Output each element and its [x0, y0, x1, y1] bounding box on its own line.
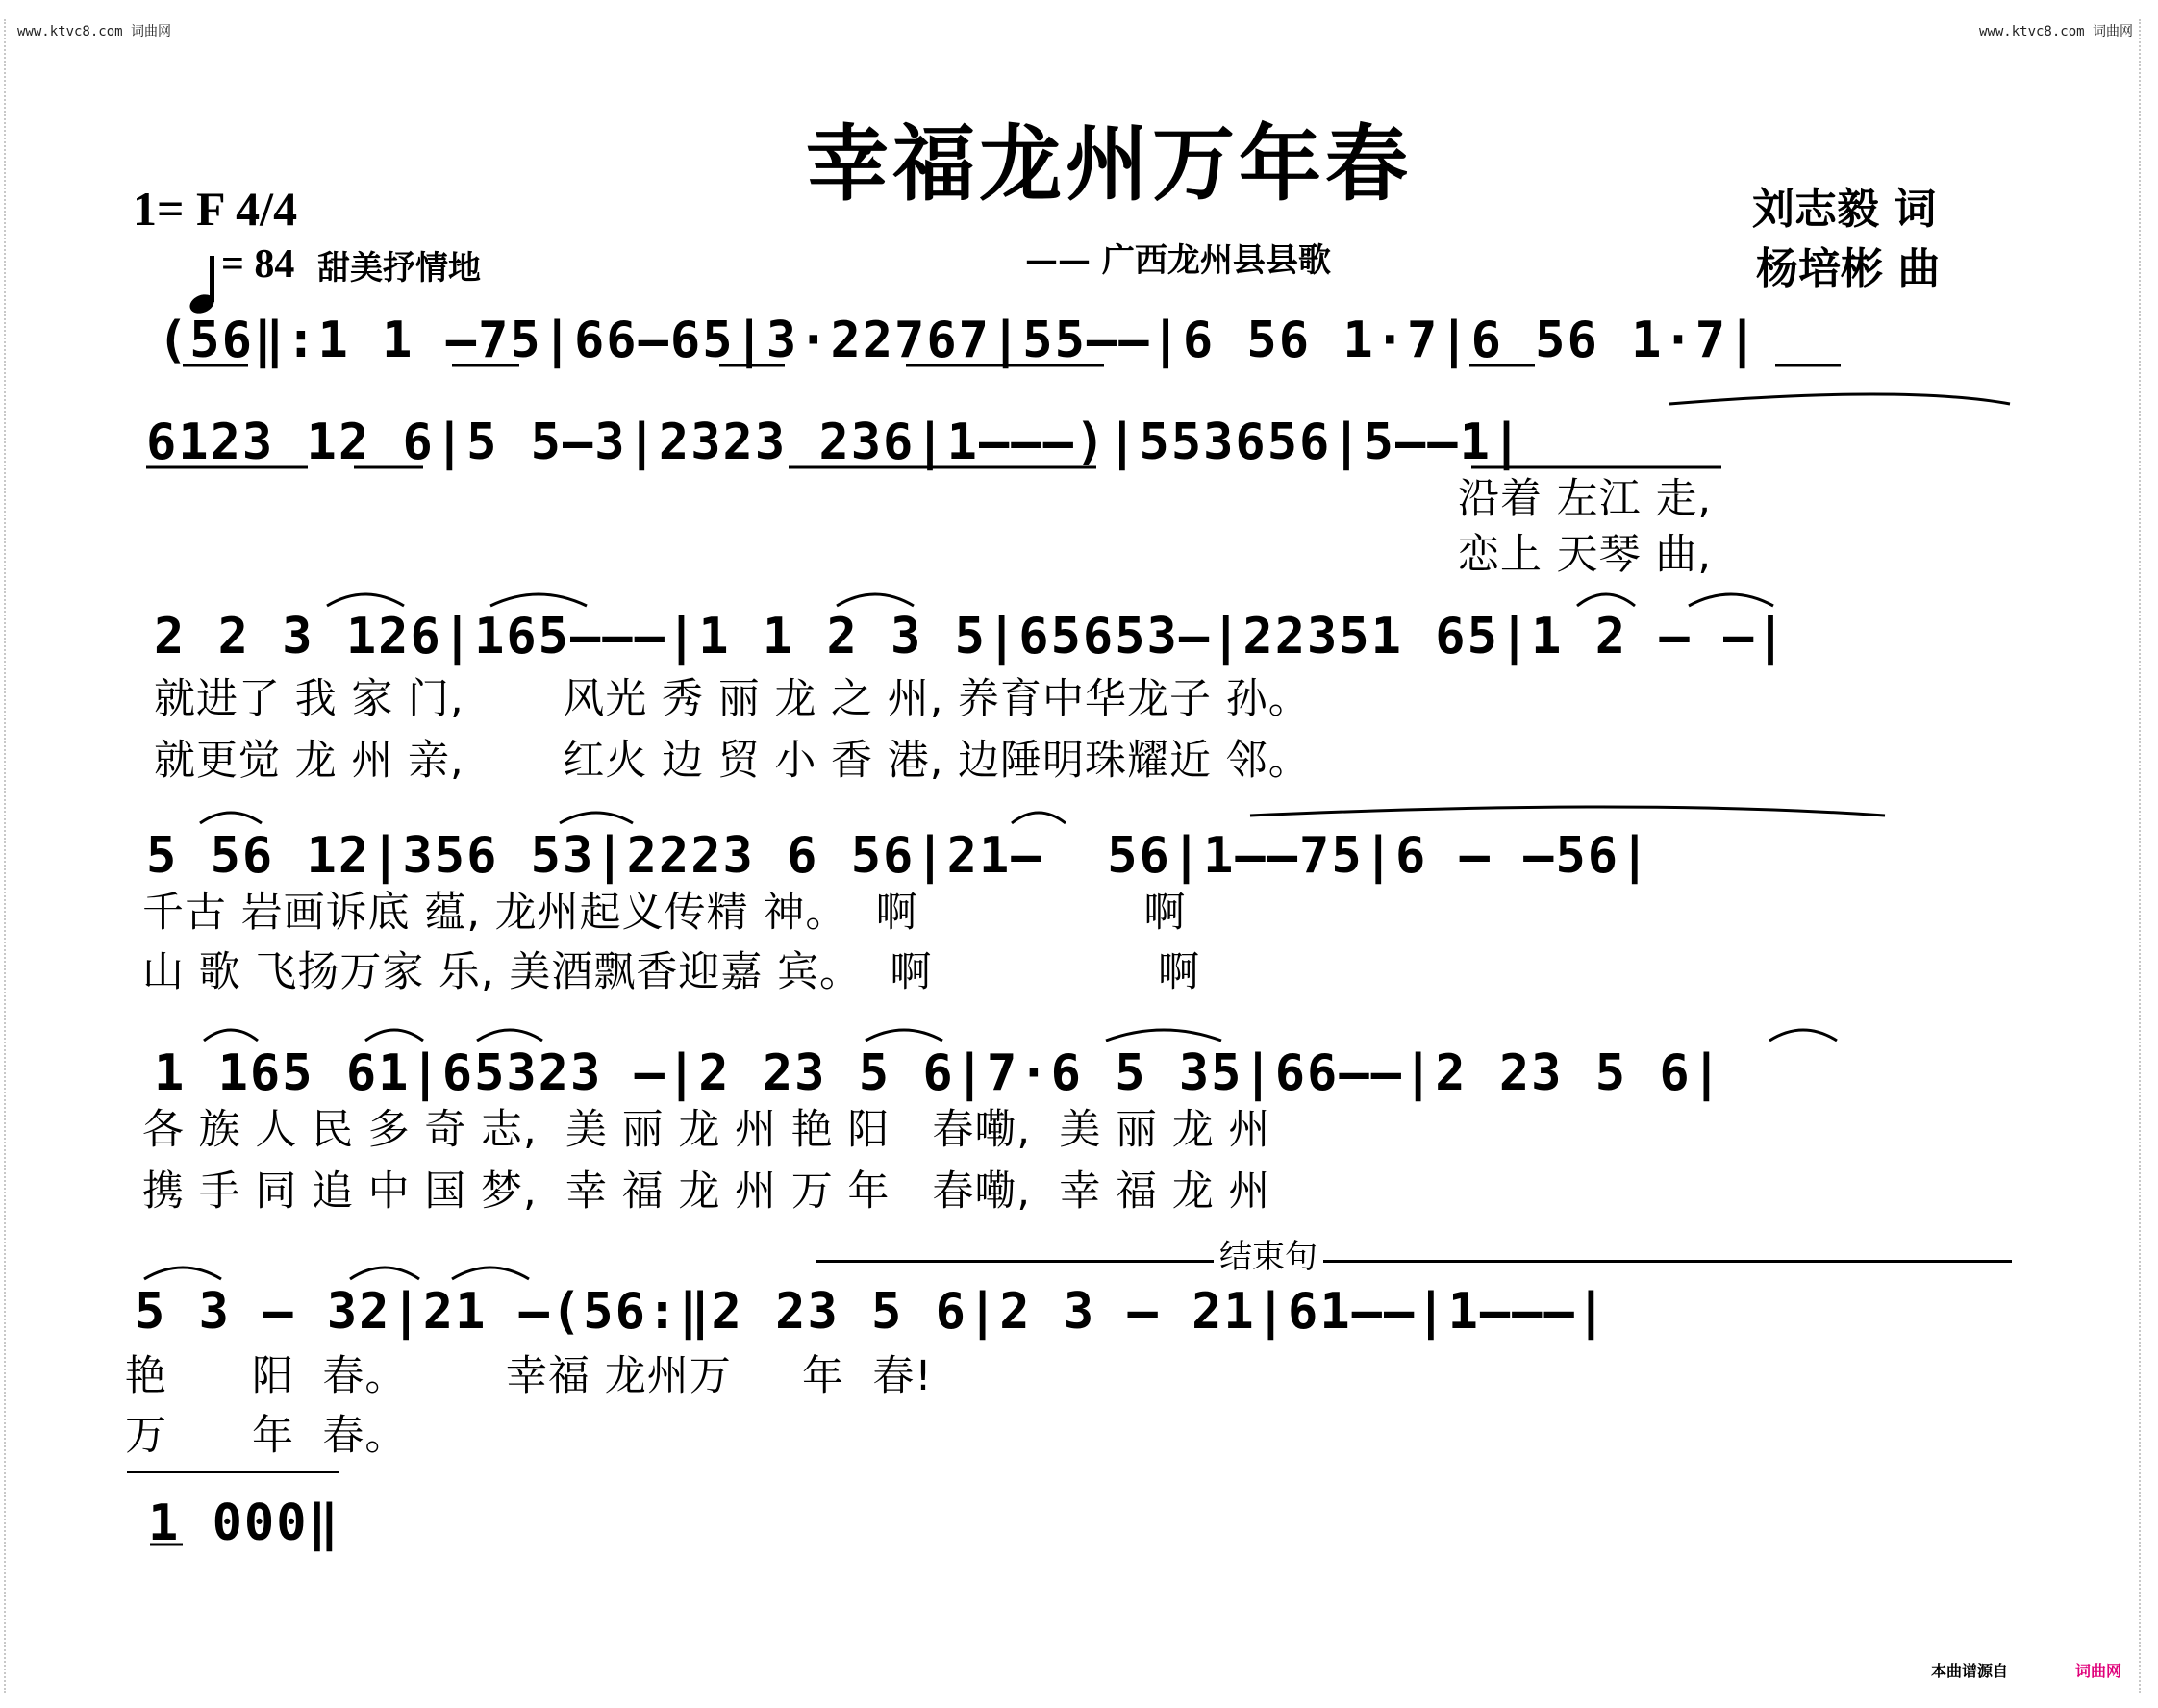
- lyrics-row-4-verse-1: 千古 岩画诉底 蕴, 龙州起义传精 神。 啊 啊: [142, 889, 1187, 937]
- lyrics-row-2-verse-1: 沿着 左江 走,: [1458, 475, 1713, 523]
- lyrics-row-6-verse-1: 艳 阳 春。 幸福 龙州万 年 春!: [125, 1352, 933, 1400]
- lyrics-row-2-verse-2: 恋上 天琴 曲,: [1458, 531, 1713, 579]
- song-title: 幸福龙州万年春: [806, 115, 1412, 213]
- score-row-3-notes: 2 2 3 126|165———|1 1 2 3 5|65653—|22351 65|1 2 — —|: [154, 608, 1788, 666]
- watermark-top-right: www.ktvc8.com 词曲网: [1979, 24, 2134, 39]
- score-row-5-notes: 1 165 61|65323 —|2 23 5 6|7·6 5 35|66——|2 23 5 6|: [154, 1044, 1724, 1102]
- tempo-value: = 84: [221, 242, 295, 287]
- tempo-mood: 甜美抒情地: [317, 249, 481, 288]
- lyrics-row-3-verse-1: 就进了 我 家 门, 风光 秀 丽 龙 之 州, 养育中华龙子 孙。: [154, 675, 1311, 723]
- lyrics-row-5-verse-2: 携 手 同 追 中 国 梦, 幸 福 龙 州 万 年 春嘞, 幸 福 龙 州: [142, 1168, 1271, 1216]
- ending-label: 结束句: [1214, 1241, 1323, 1273]
- score-row-2-notes: 6123 12 6|5 5—3|2323 236|1———)|553656|5——1|: [146, 414, 1524, 471]
- score-row-4-notes: 5 56 12|356 53|2223 6 56|21— 56|1——75|6 — —56|: [146, 827, 1652, 885]
- watermark-top-left: www.ktvc8.com 词曲网: [17, 24, 172, 39]
- score-row-6-notes: 5 3 — 32|21 —(56:‖2 23 5 6|2 3 — 21|61——|1———|: [135, 1283, 1609, 1341]
- lyrics-row-3-verse-2: 就更觉 龙 州 亲, 红火 边 贸 小 香 港, 边陲明珠耀近 邻。: [154, 737, 1311, 785]
- footer-brand: 词曲网: [2075, 1662, 2122, 1680]
- lyrics-row-4-verse-2: 山 歌 飞扬万家 乐, 美酒飘香迎嘉 宾。 啊 啊: [142, 948, 1201, 996]
- lyricist: 刘志毅 词: [1752, 185, 1937, 234]
- lyrics-row-6-verse-2: 万 年 春。: [125, 1412, 408, 1460]
- score-row-1-notes: (56‖:1 1 —75|66—65|3·22767|55——|6 56 1·7|6 56 1·7|: [158, 312, 1760, 369]
- subtitle: —— 广西龙州县县歌: [1025, 241, 1331, 280]
- footer-source: 本曲谱源自: [1931, 1662, 2009, 1680]
- score-row-7-notes: 1 000‖: [148, 1494, 340, 1552]
- key-meter: 1= F 4/4: [133, 182, 298, 236]
- composer: 杨培彬 曲: [1756, 244, 1941, 293]
- lyrics-row-5-verse-1: 各 族 人 民 多 奇 志, 美 丽 龙 州 艳 阳 春嘞, 美 丽 龙 州: [142, 1106, 1271, 1154]
